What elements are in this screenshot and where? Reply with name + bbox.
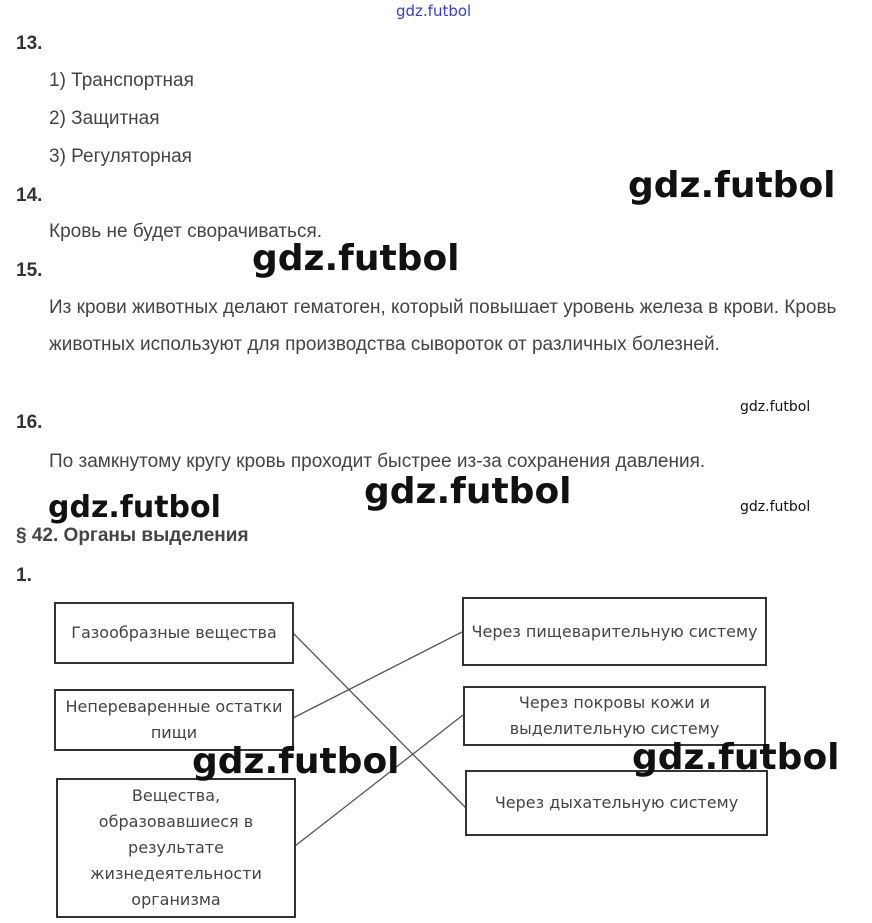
question-16-number: 16. — [16, 412, 43, 433]
q13-item-1: 1) Транспортная — [49, 70, 194, 91]
q16-answer: По замкнутому кругу кровь проходит быстрее из-за сохранения давления. — [49, 451, 706, 472]
link-line — [293, 632, 462, 718]
q14-answer: Кровь не будет сворачиваться. — [49, 221, 323, 242]
question-14-number: 14. — [16, 185, 43, 206]
watermark-small: gdz.futbol — [740, 399, 811, 415]
question-1-number: 1. — [16, 565, 32, 586]
watermark-top: gdz.futbol — [396, 2, 472, 20]
left-box-label: Непереваренные остатки пищи — [65, 697, 283, 742]
left-box-label: Вещества, образовавшиеся в результате жизнедеятельности организма — [90, 786, 262, 909]
right-box-label: Через покровы кожи и выделительную систему — [509, 693, 720, 738]
q13-item-3: 3) Регуляторная — [49, 146, 192, 167]
q15-answer: Из крови животных делают гематоген, который повышает уровень железа в крови. Кровь животных используют для производства сывороток от различных болезней. — [49, 297, 837, 355]
watermark: gdz.futbol — [632, 737, 840, 778]
left-box-metabolic-products — [56, 778, 296, 918]
right-box-label: Через пищеварительную систему — [471, 621, 758, 641]
question-13-number: 13. — [16, 33, 43, 54]
watermark: gdz.futbol — [628, 165, 836, 206]
right-box-respiratory — [465, 770, 768, 836]
section-title: § 42. Органы выделения — [16, 525, 249, 546]
watermark: gdz.futbol — [192, 741, 400, 782]
watermark: gdz.futbol — [364, 471, 572, 512]
left-box-gases — [54, 602, 294, 664]
watermark: gdz.futbol — [48, 490, 221, 525]
q13-item-2: 2) Защитная — [49, 108, 160, 129]
question-15-number: 15. — [16, 260, 43, 281]
left-box-label: Газообразные вещества — [71, 623, 277, 642]
right-box-digestive — [462, 597, 767, 666]
right-box-label: Через дыхательную систему — [494, 793, 739, 812]
watermark: gdz.futbol — [252, 238, 460, 279]
watermark-small: gdz.futbol — [740, 499, 811, 515]
